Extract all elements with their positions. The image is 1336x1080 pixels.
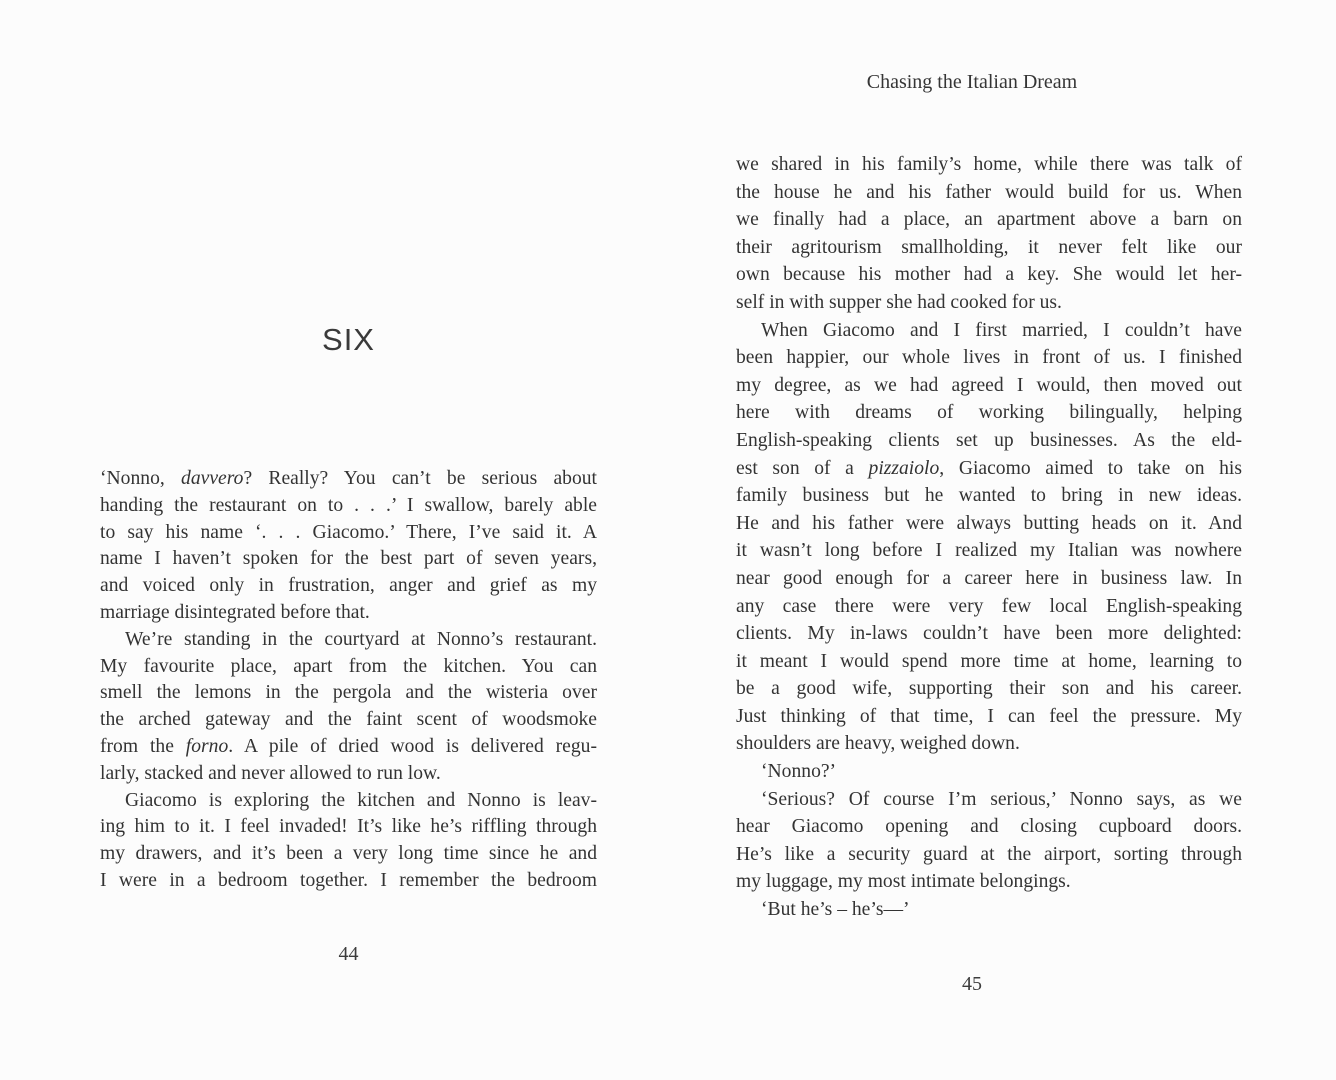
paragraph	[100, 466, 597, 627]
paragraph	[736, 786, 1242, 896]
text-line: ing him to it. I feel invaded! It’s like he’s riffling through	[100, 816, 597, 838]
left-page-number: 44	[338, 943, 359, 965]
paragraph	[736, 758, 1242, 786]
text-line: own because his mother had a key. She would let her-	[736, 264, 1242, 286]
text-line: Just thinking of that time, I can feel the pressure. My	[736, 705, 1242, 727]
text-line: English-speaking clients set up businesses. As the eld-	[736, 429, 1242, 451]
text-line: the house he and his father would build for us. When	[736, 181, 1242, 203]
text-line: He and his father were always butting heads on it. And	[736, 512, 1242, 534]
text-line: from the forno. A pile of dried wood is delivered regu-	[100, 735, 597, 757]
text-line: the arched gateway and the faint scent of woodsmoke	[100, 709, 597, 731]
text-line: be a good wife, supporting their son and his career.	[736, 678, 1242, 700]
text-line: to say his name ‘. . . Giacomo.’ There, I’ve said it. A	[100, 521, 597, 543]
chapter-title: SIX	[322, 322, 375, 357]
text-line: ‘Serious? Of course I’m serious,’ Nonno says, as we	[761, 788, 1242, 810]
text-line: we finally had a place, an apartment above a barn on	[736, 209, 1242, 231]
text-line: self in with supper she had cooked for us.	[736, 291, 1062, 313]
text-line: my luggage, my most intimate belongings.	[736, 871, 1071, 893]
text-line: it wasn’t long before I realized my Italian was nowhere	[736, 540, 1242, 562]
text-line: here with dreams of working bilingually, helping	[736, 402, 1242, 424]
right-page-body-text	[736, 151, 1242, 924]
text-line: shoulders are heavy, weighed down.	[736, 733, 1020, 755]
paragraph	[100, 627, 597, 788]
text-line: name I haven’t spoken for the best part of seven years,	[100, 548, 597, 570]
text-line: their agritourism smallholding, it never felt like our	[736, 236, 1242, 258]
text-line: been happier, our whole lives in front of us. I finished	[736, 347, 1242, 369]
text-line: hear Giacomo opening and closing cupboard doors.	[736, 816, 1242, 838]
text-line: marriage disintegrated before that.	[100, 601, 370, 623]
text-line: My favourite place, apart from the kitchen. You can	[100, 655, 597, 677]
right-page-number: 45	[962, 973, 982, 995]
text-line: larly, stacked and never allowed to run low.	[100, 762, 441, 784]
text-line: my drawers, and it’s been a very long time since he and	[100, 843, 597, 865]
text-line: I were in a bedroom together. I remember the bedroom	[100, 869, 597, 891]
running-header: Chasing the Italian Dream	[866, 71, 1078, 93]
text-line: We’re standing in the courtyard at Nonno’s restaurant.	[125, 628, 597, 650]
text-line: Giacomo is exploring the kitchen and Nonno is leav-	[125, 789, 597, 811]
paragraph	[736, 151, 1242, 317]
text-line: ‘But he’s – he’s—’	[761, 899, 910, 921]
paragraph	[100, 788, 597, 895]
text-line: and voiced only in frustration, anger and grief as my	[100, 575, 597, 597]
left-page-body-text	[100, 466, 597, 895]
text-line: it meant I would spend more time at home, learning to	[736, 650, 1242, 672]
text-line: smell the lemons in the pergola and the wisteria over	[100, 682, 597, 704]
text-line: clients. My in-laws couldn’t have been more delighted:	[736, 623, 1242, 645]
text-line: my degree, as we had agreed I would, then moved out	[736, 374, 1242, 396]
text-line: est son of a pizzaiolo, Giacomo aimed to take on his	[736, 457, 1242, 479]
text-line: near good enough for a career here in business law. In	[736, 567, 1242, 589]
text-line: ‘Nonno?’	[761, 761, 837, 783]
text-line: ‘Nonno, davvero? Really? You can’t be serious about	[100, 468, 597, 489]
text-line: He’s like a security guard at the airport, sorting through	[736, 843, 1242, 865]
paragraph	[736, 317, 1242, 759]
text-line: handing the restaurant on to . . .’ I swallow, barely able	[100, 494, 597, 516]
text-line: we shared in his family’s home, while there was talk of	[736, 154, 1242, 175]
text-line: When Giacomo and I first married, I couldn’t have	[761, 319, 1242, 341]
paragraph	[736, 896, 1242, 924]
text-line: family business but he wanted to bring in new ideas.	[736, 485, 1242, 507]
text-line: any case there were very few local English-speaking	[736, 595, 1242, 617]
